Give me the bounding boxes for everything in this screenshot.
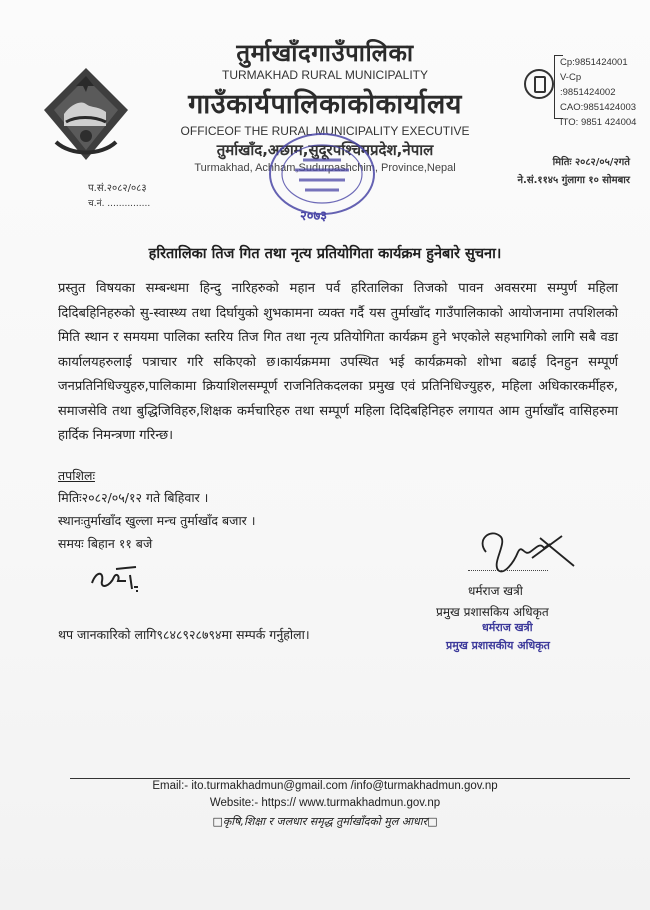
letter-date: मितिः २०८२/०५/२गते — [552, 157, 630, 168]
dispatch-number: च.नं. ............... — [88, 199, 151, 209]
footer-motto — [0, 814, 650, 829]
signatory-title: प्रमुख प्रशासकिय अधिकृत — [436, 605, 549, 619]
contact-line: ITO: 9851 424004 — [560, 117, 637, 128]
municipality-name-en: TURMAKHAD RURAL MUNICIPALITY — [221, 68, 429, 82]
phone-icon — [524, 69, 554, 99]
event-date: मितिः२०८२/०५/१२ गते बिहिवार । — [58, 490, 209, 505]
stamp-year: २०७३ — [300, 209, 328, 224]
address-en: Turmakhad, Achham,Sudurpashchim, Province,Nepal — [194, 162, 456, 174]
event-time: समयः बिहान ११ बजे — [58, 536, 153, 551]
contact-note: थप जानकारिको लागि९८४८९२८७९४मा सम्पर्क गर्नुहोला। — [58, 627, 310, 642]
contact-line: CAO:9851424003 — [560, 102, 637, 113]
motto-text: कृषि,शिक्षा र जलधार समृद्ध तुर्माखाँदको मुल आधार — [222, 815, 428, 828]
footer-website: Website:- https:// www.turmakhadmun.gov.np — [209, 797, 441, 809]
footer-divider — [70, 778, 630, 779]
office-stamp-icon — [265, 130, 380, 218]
address-np: तुर्माखाँद,अछाम,सुदूरपश्चिमप्रदेश,नेपाल — [216, 141, 434, 159]
nepal-samvat-date: ने.सं.११४५ गुंलागा १० सोमबार — [517, 175, 630, 186]
reference-number: प.सं.२०८२/०८३ — [88, 183, 147, 194]
signature-line — [468, 570, 548, 571]
letter-body: प्रस्तुत विषयका सम्बन्धमा हिन्दु नारिहरुको महान पर्व हरितालिका तिजको पावन अवसरमा सम्पुर्ण महिला दिदिबहिनिहरुको सु-स्वास्थ्य तथा दिर्घायुको शुभकामना व्यक्त गर्दै यस तुर्माखाँद गाउँपालिकाको आयोजनामा तपशिलको मिति स्थान र समयमा पालिका स्तरिय तिज गित तथा नृत्य प्रतियोगिता कार्यक्रम हुने भएकोले सहभागिको लागि सबै वडा कार्यालयहरुलाई पत्राचार गरि सकिएको छ।कार्यक्रममा उपस्थित भई कार्यक्रमको शोभा बढाई दिनहुन सम्पूर्ण जनप्रतिनिधिज्युहरु,पालिकामा क्रियाशिलसम्पूर्ण राजनितिकदलका प्रमुख एवं प्रतिनिधिज्युहरु, महिला अधिकारकर्मीहरु, समाजसेवि तथा बुद्धिजिविहरु,शिक्षक कर्मचारिहरु तथा सम्पूर्ण महिला दिदिबहिनिहरु लगायत आम तुर्माखाँद वासिहरुमा हार्दिक निमन्त्रणा गरिन्छ। — [58, 281, 618, 443]
official-signature-icon — [470, 522, 580, 582]
contact-list — [560, 55, 639, 130]
motto-box-icon: □ — [427, 815, 438, 828]
signatory-stamp-name: धर्मराज खत्री — [482, 621, 533, 634]
contact-box — [524, 55, 639, 128]
letter-subject: हरितालिका तिज गित तथा नृत्य प्रतियोगिता कार्यक्रम हुनेबारे सुचना। — [148, 246, 502, 262]
details-heading: तपशिलः — [58, 468, 95, 483]
initials-signature-icon — [86, 561, 146, 597]
contact-line: Cp:9851424001 — [560, 57, 628, 68]
municipality-name-np: तुर्माखाँदगाउँपालिका — [236, 39, 414, 67]
signatory-stamp-title: प्रमुख प्रशासकीय अधिकृत — [446, 639, 550, 652]
footer-email: Email:- ito.turmakhadmun@gmail.com /info@turmakhadmun.gov.np — [152, 780, 498, 792]
signatory-name: धर्मराज खत्री — [468, 584, 523, 598]
motto-box-icon: □ — [212, 815, 223, 828]
contact-line: V-Cp :9851424002 — [560, 72, 616, 98]
event-place: स्थानःतुर्माखाँद खुल्ला मन्च तुर्माखाँद बजार । — [58, 513, 256, 528]
office-name-en: OFFICEOF THE RURAL MUNICIPALITY EXECUTIVE — [180, 124, 470, 138]
office-name-np: गाउँकार्यपालिकाकोकार्यालय — [188, 89, 462, 120]
